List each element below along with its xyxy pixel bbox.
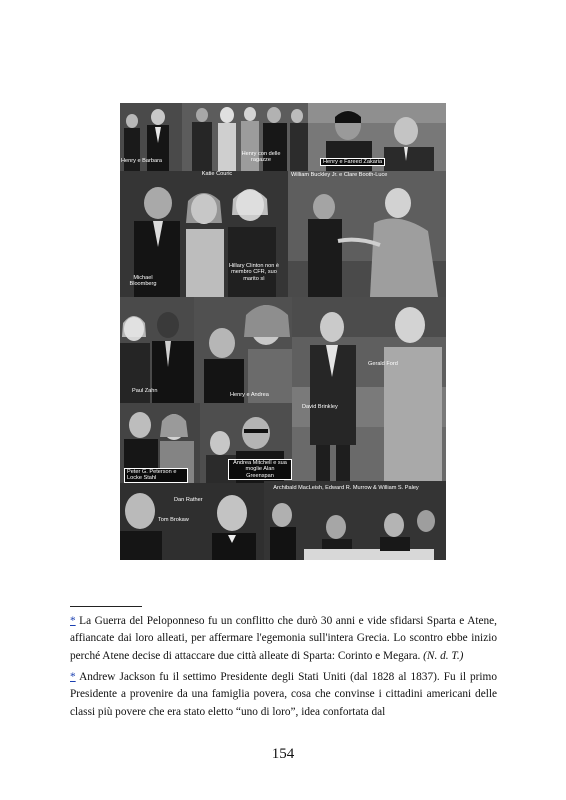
caption-henry-andrea: Henry e Andrea bbox=[230, 392, 269, 398]
caption-david-brinkley: David Brinkley bbox=[302, 404, 338, 410]
photo-paul-zahn bbox=[120, 297, 194, 403]
footnote-note: (N. d. T.) bbox=[423, 649, 464, 662]
caption-bloomberg: Michael Bloomberg bbox=[129, 275, 157, 288]
caption-henry-barbara: Henry e Barbara bbox=[121, 158, 163, 164]
photo-collage bbox=[120, 103, 446, 560]
caption-paul-zahn: Paul Zahn bbox=[132, 388, 158, 394]
photo-bloomberg-couric-clinton bbox=[120, 171, 288, 297]
caption-henry-girls: Henry con delle ragazze bbox=[241, 151, 281, 164]
caption-dan-rather: Dan Rather bbox=[174, 497, 203, 503]
caption-mitchell-greenspan: Andrea Mitchell e sua moglie Alan Greenspan bbox=[228, 459, 292, 480]
footnote-marker[interactable]: * bbox=[70, 615, 76, 627]
caption-tom-brokaw: Tom Brokaw bbox=[158, 517, 189, 523]
photo-henry-girls bbox=[182, 103, 308, 171]
footnote-text: La Guerra del Peloponneso fu un conflitto che durò 30 anni e vide sfidarsi Sparta e Atene, affiancate dai loro alleati, per affermare l'egemonia sull'intera Grecia. Lo scontro ebbe inizio perché Atene decise di attaccare due città alleate di Sparta: Corinto e Megara. bbox=[70, 615, 497, 662]
caption-buckley-luce: William Buckley Jr. e Clare Booth-Luce bbox=[291, 172, 388, 178]
photo-macleish-murrow-paley bbox=[264, 481, 446, 560]
footnote-2 bbox=[70, 669, 497, 721]
photo-mitchell-greenspan bbox=[200, 403, 292, 483]
caption-hillary: Hillary Clinton non è membro CFR, suo marito sì bbox=[228, 263, 280, 282]
photo-henry-barbara bbox=[120, 103, 182, 171]
photo-henry-fareed bbox=[308, 103, 446, 171]
footnote-1 bbox=[70, 613, 497, 665]
photo-buckley-luce bbox=[288, 171, 446, 297]
footnote-marker[interactable]: * bbox=[70, 671, 76, 683]
photo-peterson-stahl bbox=[120, 403, 200, 483]
photo-ford-brinkley bbox=[292, 297, 446, 481]
page-number: 154 bbox=[271, 746, 295, 762]
caption-peterson-stahl: Peter G. Peterson e Locke Stahl bbox=[124, 468, 188, 483]
photo-henry-andrea bbox=[194, 297, 292, 403]
photo-rather-brokaw bbox=[120, 483, 264, 560]
footnote-text: Andrew Jackson fu il settimo Presidente degli Stati Uniti (dal 1828 al 1837). Fu il primo Presidente a provenire da una famiglia povera, cosa che convinse i cittadini americani delle classi più povere che era stato eletto “uno di loro”, idea confortata dal bbox=[70, 671, 497, 718]
caption-macleish-murrow-paley: Archibald MacLeish, Edward R. Murrow & William S. Paley bbox=[273, 485, 419, 491]
caption-henry-fareed: Henry e Fareed Zakaria bbox=[320, 158, 385, 166]
caption-gerald-ford: Gerald Ford bbox=[368, 361, 398, 367]
footnote-separator bbox=[70, 606, 142, 607]
caption-katie-couric: Katie Couric bbox=[201, 171, 233, 177]
